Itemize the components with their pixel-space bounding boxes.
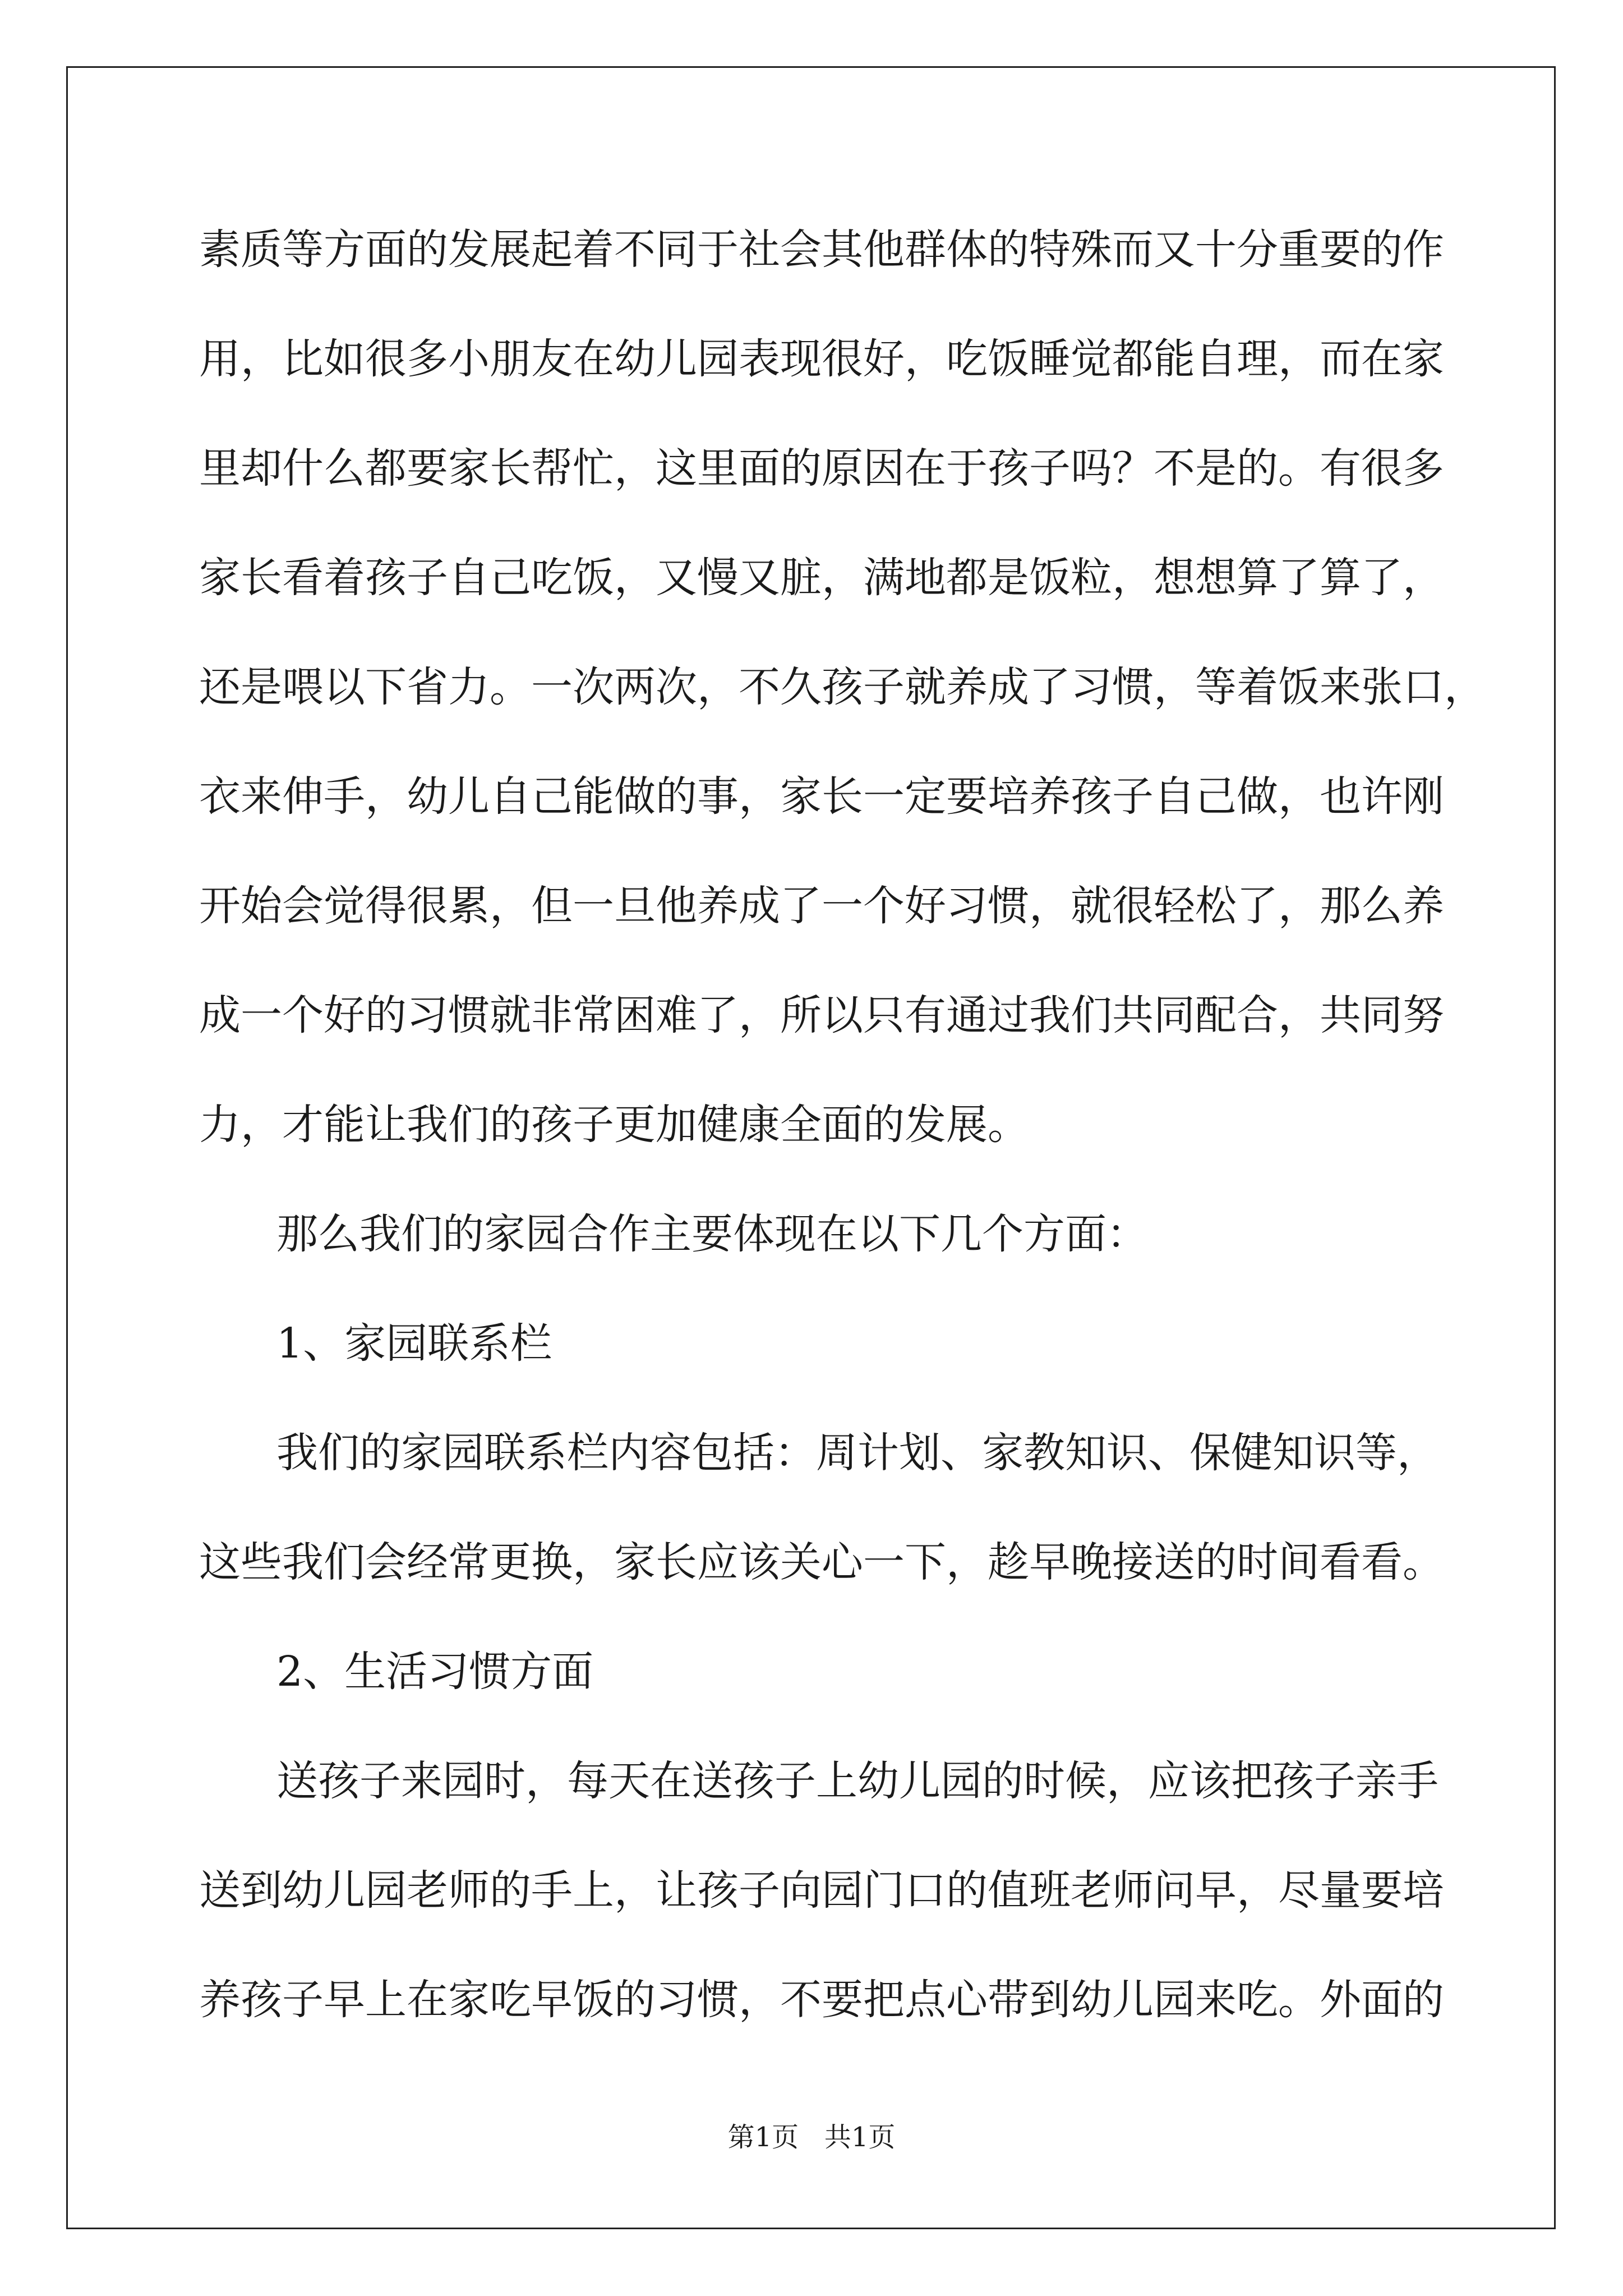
- page-footer: 第1页 共1页: [727, 2122, 896, 2153]
- text-line: 力，才能让我们的孩子更加健康全面的发展。: [199, 1101, 1029, 1149]
- text-line: 衣来伸手，幼儿自己能做的事，家长一定要培养孩子自己做，也许刚: [199, 772, 1444, 821]
- text-line: 还是喂以下省力。一次两次，不久孩子就养成了习惯，等着饭来张口，: [199, 663, 1486, 711]
- section-heading: 1、家园联系栏: [276, 1319, 552, 1368]
- text-line: 素质等方面的发展起着不同于社会其他群体的特殊而又十分重要的作: [199, 226, 1444, 274]
- section-heading: 2、生活习惯方面: [276, 1648, 594, 1696]
- text-line: 家长看着孩子自己吃饭，又慢又脏，满地都是饭粒，想想算了算了，: [199, 554, 1444, 602]
- text-line: 送到幼儿园老师的手上，让孩子向园门口的值班老师问早，尽量要培: [199, 1866, 1444, 1915]
- text-line: 里却什么都要家长帮忙，这里面的原因在于孩子吗？不是的。有很多: [199, 444, 1444, 493]
- text-line: 用，比如很多小朋友在幼儿园表现很好，吃饭睡觉都能自理，而在家: [199, 335, 1444, 383]
- text-line: 成一个好的习惯就非常困难了，所以只有通过我们共同配合，共同努: [199, 991, 1444, 1039]
- text-line: 养孩子早上在家吃早饭的习惯，不要把点心带到幼儿园来吃。外面的: [199, 1976, 1444, 2024]
- paragraph-first-line: 送孩子来园时，每天在送孩子上幼儿园的时候，应该把孩子亲手: [276, 1757, 1438, 1805]
- paragraph-first-line: 那么我们的家园合作主要体现在以下几个方面：: [276, 1210, 1148, 1258]
- paragraph-first-line: 我们的家园联系栏内容包括：周计划、家教知识、保健知识等，: [276, 1429, 1438, 1477]
- text-line: 这些我们会经常更换，家长应该关心一下，趁早晚接送的时间看看。: [199, 1538, 1444, 1586]
- text-line: 开始会觉得很累，但一旦他养成了一个好习惯，就很轻松了，那么养: [199, 882, 1444, 930]
